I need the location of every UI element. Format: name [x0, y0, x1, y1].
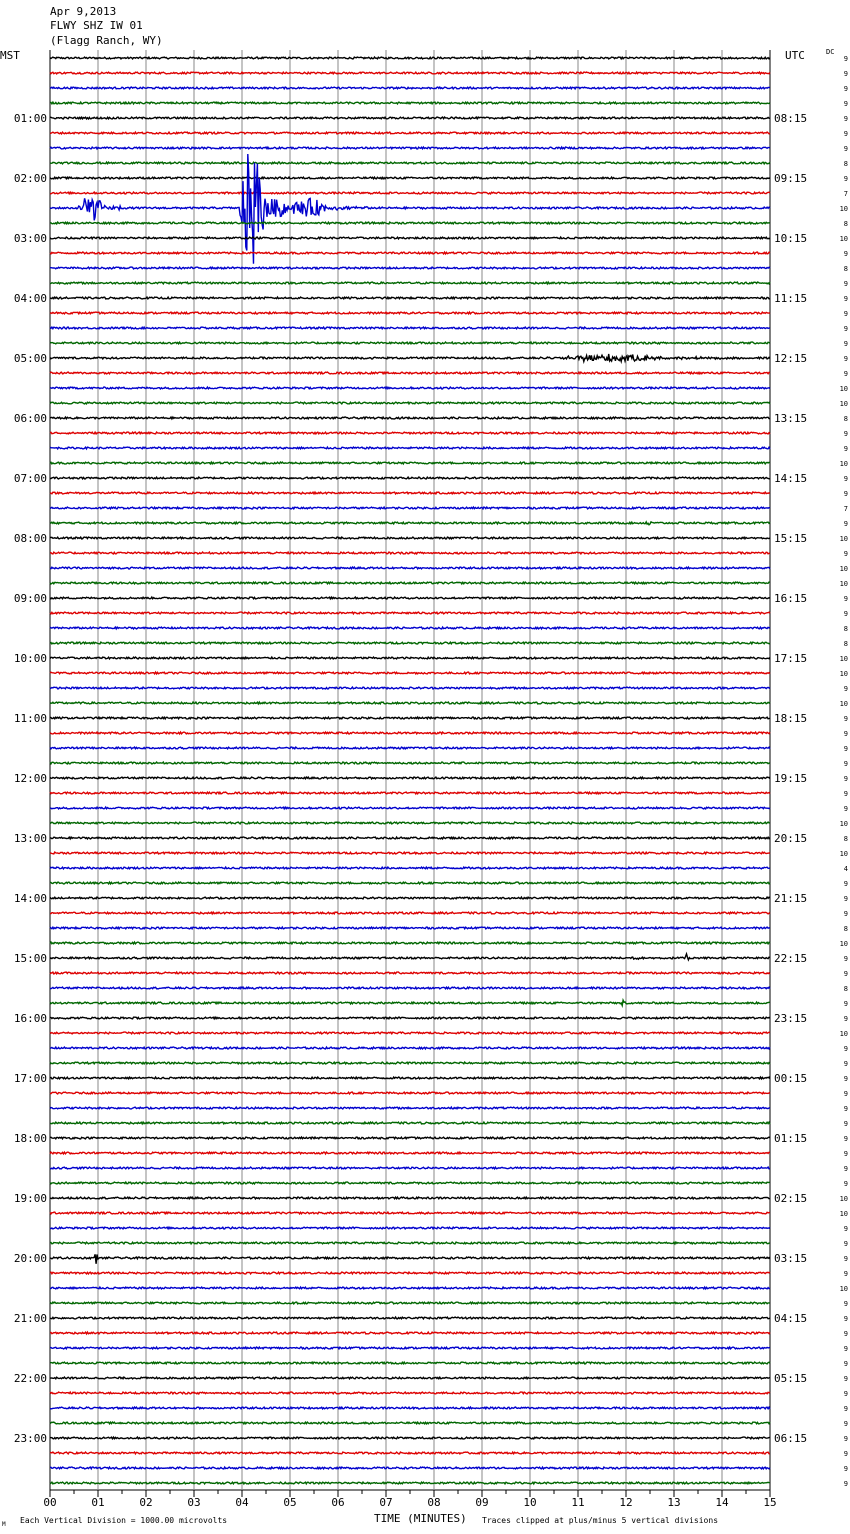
- hour-label-right: 05:15: [774, 1372, 808, 1385]
- hour-label-left: 02:00: [13, 172, 47, 185]
- hour-label-right: 23:15: [774, 1012, 808, 1025]
- dc-value: 9: [843, 1015, 848, 1023]
- trace-line: [50, 1287, 770, 1289]
- dc-value: 10: [839, 565, 848, 573]
- trace-line: [50, 1152, 770, 1154]
- hour-label-right: 15:15: [774, 532, 808, 545]
- dc-value: 9: [843, 85, 848, 93]
- dc-value: 9: [843, 895, 848, 903]
- dc-value: 9: [843, 730, 848, 738]
- dc-value: 9: [843, 175, 848, 183]
- plot-date: Apr 9,2013: [50, 5, 117, 18]
- hour-label-right: 20:15: [774, 832, 808, 845]
- trace-line: [50, 1317, 770, 1319]
- hour-label-left: 20:00: [13, 1252, 47, 1265]
- trace-line: [50, 927, 770, 929]
- trace-line: [50, 354, 770, 362]
- dc-value: 8: [843, 640, 848, 648]
- hour-label-right: 12:15: [774, 352, 808, 365]
- dc-value: 9: [843, 745, 848, 753]
- dc-value: 9: [843, 1375, 848, 1383]
- hour-label-right: 17:15: [774, 652, 808, 665]
- dc-value: 10: [839, 820, 848, 828]
- trace-line: [50, 477, 770, 479]
- trace-line: [50, 57, 770, 59]
- hour-label-right: 08:15: [774, 112, 808, 125]
- trace-line: [50, 867, 770, 869]
- trace-line: [50, 1362, 770, 1364]
- trace-line: [50, 402, 770, 404]
- hour-label-left: 15:00: [13, 952, 47, 965]
- trace-line: [50, 582, 770, 584]
- dc-value: 9: [843, 295, 848, 303]
- trace-line: [50, 1242, 770, 1244]
- trace-line: [50, 87, 770, 89]
- dc-value: 9: [843, 1255, 848, 1263]
- trace-line: [50, 1122, 770, 1124]
- dc-value: 9: [843, 280, 848, 288]
- dc-value: 9: [843, 1075, 848, 1083]
- dc-value: 9: [843, 70, 848, 78]
- dc-value: 9: [843, 1450, 848, 1458]
- dc-value: 9: [843, 1270, 848, 1278]
- dc-value: 9: [843, 340, 848, 348]
- hour-label-right: 00:15: [774, 1072, 808, 1085]
- dc-value: 10: [839, 655, 848, 663]
- corner-mark: M: [2, 1521, 6, 1528]
- trace-line: [50, 267, 770, 269]
- hour-label-right: 09:15: [774, 172, 808, 185]
- trace-line: [50, 1092, 770, 1094]
- trace-line: [50, 1212, 770, 1214]
- dc-value: 9: [843, 325, 848, 333]
- dc-value: 9: [843, 610, 848, 618]
- trace-line: [50, 507, 770, 509]
- dc-value: 9: [843, 445, 848, 453]
- trace-line: [50, 1437, 770, 1439]
- trace-line: [50, 1047, 770, 1049]
- station-name: FLWY SHZ IW 01: [50, 19, 143, 32]
- dc-value: 9: [843, 715, 848, 723]
- left-timezone-label: MST: [0, 49, 20, 62]
- hour-label-left: 11:00: [13, 712, 47, 725]
- dc-value: 9: [843, 475, 848, 483]
- dc-value: 9: [843, 115, 848, 123]
- trace-line: [50, 102, 770, 104]
- dc-value: 9: [843, 100, 848, 108]
- dc-value: 10: [839, 580, 848, 588]
- trace-line: [50, 657, 770, 659]
- trace-line: [50, 237, 770, 239]
- dc-value: 9: [843, 430, 848, 438]
- x-tick-label: 07: [379, 1496, 393, 1509]
- hour-label-right: 21:15: [774, 892, 808, 905]
- trace-line: [50, 612, 770, 614]
- hour-label-left: 10:00: [13, 652, 47, 665]
- trace-line: [50, 1347, 770, 1349]
- trace-line: [50, 1407, 770, 1409]
- dc-value: 9: [843, 310, 848, 318]
- dc-value: 9: [843, 1300, 848, 1308]
- dc-value: 9: [843, 955, 848, 963]
- trace-line: [50, 447, 770, 449]
- trace-line: [50, 177, 770, 179]
- dc-value: 7: [843, 505, 848, 513]
- trace-line: [50, 522, 770, 525]
- hour-label-right: 11:15: [774, 292, 808, 305]
- hour-label-left: 22:00: [13, 1372, 47, 1385]
- dc-value: 9: [843, 790, 848, 798]
- right-timezone-label: UTC: [785, 49, 805, 62]
- dc-value: 9: [843, 1135, 848, 1143]
- hour-label-right: 16:15: [774, 592, 808, 605]
- trace-line: [50, 1017, 770, 1019]
- trace-line: [50, 327, 770, 329]
- dc-value: 9: [843, 1120, 848, 1128]
- hour-label-left: 03:00: [13, 232, 47, 245]
- x-tick-label: 01: [91, 1496, 105, 1509]
- clip-note: Traces clipped at plus/minus 5 vertical divisions: [482, 1516, 719, 1525]
- dc-value: 10: [839, 385, 848, 393]
- dc-value: 9: [843, 880, 848, 888]
- hour-label-left: 14:00: [13, 892, 47, 905]
- x-tick-label: 10: [523, 1496, 537, 1509]
- trace-line: [50, 747, 770, 749]
- trace-line: [50, 1167, 770, 1169]
- dc-value: 10: [839, 1195, 848, 1203]
- x-tick-label: 05: [283, 1496, 297, 1509]
- trace-line: [50, 897, 770, 899]
- hour-label-left: 18:00: [13, 1132, 47, 1145]
- trace-line: [50, 432, 770, 434]
- trace-line: [50, 702, 770, 704]
- trace-line: [50, 222, 770, 224]
- dc-value: 9: [843, 1330, 848, 1338]
- trace-line: [50, 987, 770, 989]
- dc-value: 10: [839, 670, 848, 678]
- dc-value: 9: [843, 1435, 848, 1443]
- x-tick-label: 03: [187, 1496, 201, 1509]
- station-location: (Flagg Ranch, WY): [50, 34, 163, 47]
- trace-line: [50, 462, 770, 464]
- hour-label-left: 12:00: [13, 772, 47, 785]
- trace-line: [50, 162, 770, 164]
- dc-value: 9: [843, 685, 848, 693]
- trace-line: [50, 1422, 770, 1424]
- dc-value: 10: [839, 400, 848, 408]
- trace-line: [50, 154, 770, 264]
- dc-value: 9: [843, 970, 848, 978]
- trace-line: [50, 942, 770, 944]
- hour-label-right: 04:15: [774, 1312, 808, 1325]
- dc-value: 10: [839, 235, 848, 243]
- dc-value: 9: [843, 1360, 848, 1368]
- hour-label-right: 03:15: [774, 1252, 808, 1265]
- trace-line: [50, 912, 770, 914]
- trace-line: [50, 807, 770, 809]
- x-axis-title: TIME (MINUTES): [374, 1512, 467, 1525]
- dc-value: 10: [839, 205, 848, 213]
- dc-value: 9: [843, 1420, 848, 1428]
- dc-value: 9: [843, 1060, 848, 1068]
- trace-line: [50, 1077, 770, 1079]
- trace-line: [50, 372, 770, 374]
- dc-value: 10: [839, 700, 848, 708]
- dc-value: 9: [843, 1150, 848, 1158]
- dc-value: 9: [843, 490, 848, 498]
- dc-value: 9: [843, 55, 848, 63]
- dc-value: 9: [843, 775, 848, 783]
- trace-line: [50, 642, 770, 644]
- hour-label-right: 18:15: [774, 712, 808, 725]
- dc-value: 9: [843, 1480, 848, 1488]
- dc-value: 9: [843, 1165, 848, 1173]
- x-tick-label: 13: [667, 1496, 681, 1509]
- trace-line: [50, 1377, 770, 1379]
- dc-value: 9: [843, 355, 848, 363]
- x-tick-label: 06: [331, 1496, 345, 1509]
- trace-line: [50, 762, 770, 764]
- hour-label-right: 06:15: [774, 1432, 808, 1445]
- trace-line: [50, 1302, 770, 1304]
- dc-value: 10: [839, 1285, 848, 1293]
- trace-line: [50, 597, 770, 599]
- trace-line: [50, 1227, 770, 1229]
- dc-value: 8: [843, 265, 848, 273]
- dc-value: 4: [843, 865, 848, 873]
- trace-line: [50, 1000, 770, 1005]
- trace-line: [50, 567, 770, 569]
- trace-line: [50, 297, 770, 299]
- trace-line: [50, 1197, 770, 1199]
- hour-label-left: 06:00: [13, 412, 47, 425]
- hour-label-right: 02:15: [774, 1192, 808, 1205]
- hour-label-right: 10:15: [774, 232, 808, 245]
- trace-line: [50, 627, 770, 629]
- dc-value: 9: [843, 1045, 848, 1053]
- hour-label-right: 14:15: [774, 472, 808, 485]
- hour-label-left: 08:00: [13, 532, 47, 545]
- trace-line: [50, 972, 770, 974]
- trace-line: [50, 1452, 770, 1454]
- hour-label-left: 04:00: [13, 292, 47, 305]
- dc-value: 10: [839, 1210, 848, 1218]
- trace-line: [50, 147, 770, 149]
- trace-line: [50, 717, 770, 719]
- trace-line: [50, 1254, 770, 1264]
- trace-line: [50, 732, 770, 734]
- x-tick-label: 04: [235, 1496, 249, 1509]
- hour-label-left: 17:00: [13, 1072, 47, 1085]
- hour-label-right: 13:15: [774, 412, 808, 425]
- x-tick-label: 14: [715, 1496, 729, 1509]
- trace-line: [50, 117, 770, 119]
- trace-line: [50, 342, 770, 344]
- x-tick-label: 09: [475, 1496, 489, 1509]
- dc-value: 9: [843, 1105, 848, 1113]
- trace-line: [50, 537, 770, 539]
- dc-value: 9: [843, 250, 848, 258]
- x-tick-label: 02: [139, 1496, 153, 1509]
- dc-value: 9: [843, 1405, 848, 1413]
- trace-line: [50, 387, 770, 389]
- trace-line: [50, 252, 770, 254]
- trace-line: [50, 777, 770, 779]
- x-tick-label: 11: [571, 1496, 585, 1509]
- trace-line: [50, 822, 770, 824]
- hour-label-left: 07:00: [13, 472, 47, 485]
- x-tick-label: 00: [43, 1496, 57, 1509]
- dc-value: 9: [843, 550, 848, 558]
- dc-value: 9: [843, 760, 848, 768]
- dc-value: 9: [843, 130, 848, 138]
- trace-line: [50, 687, 770, 689]
- x-tick-label: 08: [427, 1496, 441, 1509]
- trace-line: [50, 1062, 770, 1064]
- hour-label-left: 21:00: [13, 1312, 47, 1325]
- trace-line: [50, 132, 770, 134]
- trace-line: [50, 954, 770, 960]
- x-tick-label: 12: [619, 1496, 633, 1509]
- trace-line: [50, 1482, 770, 1484]
- vertical-scale-note: Each Vertical Division = 1000.00 microvolts: [20, 1516, 228, 1525]
- hour-label-right: 19:15: [774, 772, 808, 785]
- hour-label-left: 19:00: [13, 1192, 47, 1205]
- trace-line: [50, 1272, 770, 1274]
- hour-label-left: 13:00: [13, 832, 47, 845]
- dc-value: 10: [839, 535, 848, 543]
- hour-label-left: 01:00: [13, 112, 47, 125]
- trace-line: [50, 792, 770, 794]
- hour-label-right: 22:15: [774, 952, 808, 965]
- dc-value: 9: [843, 1390, 848, 1398]
- hour-label-left: 09:00: [13, 592, 47, 605]
- dc-value: 9: [843, 1000, 848, 1008]
- dc-value: 8: [843, 835, 848, 843]
- x-tick-label: 15: [763, 1496, 777, 1509]
- dc-value: 9: [843, 1090, 848, 1098]
- dc-value: 9: [843, 1465, 848, 1473]
- dc-value: 8: [843, 925, 848, 933]
- dc-value: 9: [843, 1180, 848, 1188]
- dc-value: 10: [839, 460, 848, 468]
- dc-value: 10: [839, 1030, 848, 1038]
- dc-value: 8: [843, 220, 848, 228]
- dc-value: 8: [843, 625, 848, 633]
- dc-value: 9: [843, 370, 848, 378]
- dc-value: 10: [839, 850, 848, 858]
- trace-line: [50, 282, 770, 284]
- dc-value: 9: [843, 805, 848, 813]
- dc-value: 8: [843, 160, 848, 168]
- trace-line: [50, 882, 770, 884]
- dc-value: 10: [839, 940, 848, 948]
- trace-line: [50, 72, 770, 74]
- trace-line: [50, 837, 770, 839]
- trace-line: [50, 492, 770, 494]
- trace-line: [50, 1032, 770, 1034]
- trace-line: [50, 1182, 770, 1184]
- dc-value: 9: [843, 1345, 848, 1353]
- dc-value: 8: [843, 415, 848, 423]
- trace-line: [50, 1137, 770, 1139]
- trace-line: [50, 417, 770, 419]
- dc-value: 9: [843, 145, 848, 153]
- dc-value: 9: [843, 520, 848, 528]
- hour-label-right: 01:15: [774, 1132, 808, 1145]
- trace-line: [50, 1392, 770, 1394]
- trace-line: [50, 552, 770, 554]
- trace-line: [50, 312, 770, 314]
- trace-line: [50, 1332, 770, 1334]
- trace-line: [50, 852, 770, 854]
- hour-label-left: 23:00: [13, 1432, 47, 1445]
- trace-line: [50, 1467, 770, 1469]
- dc-value: 9: [843, 1240, 848, 1248]
- dc-value: 9: [843, 1225, 848, 1233]
- dc-column-label: DC: [826, 48, 835, 56]
- hour-label-left: 16:00: [13, 1012, 47, 1025]
- trace-line: [50, 1107, 770, 1109]
- hour-label-left: 05:00: [13, 352, 47, 365]
- dc-value: 7: [843, 190, 848, 198]
- dc-value: 9: [843, 1315, 848, 1323]
- dc-value: 9: [843, 910, 848, 918]
- trace-line: [50, 672, 770, 674]
- dc-value: 8: [843, 985, 848, 993]
- dc-value: 9: [843, 595, 848, 603]
- trace-line: [50, 192, 770, 194]
